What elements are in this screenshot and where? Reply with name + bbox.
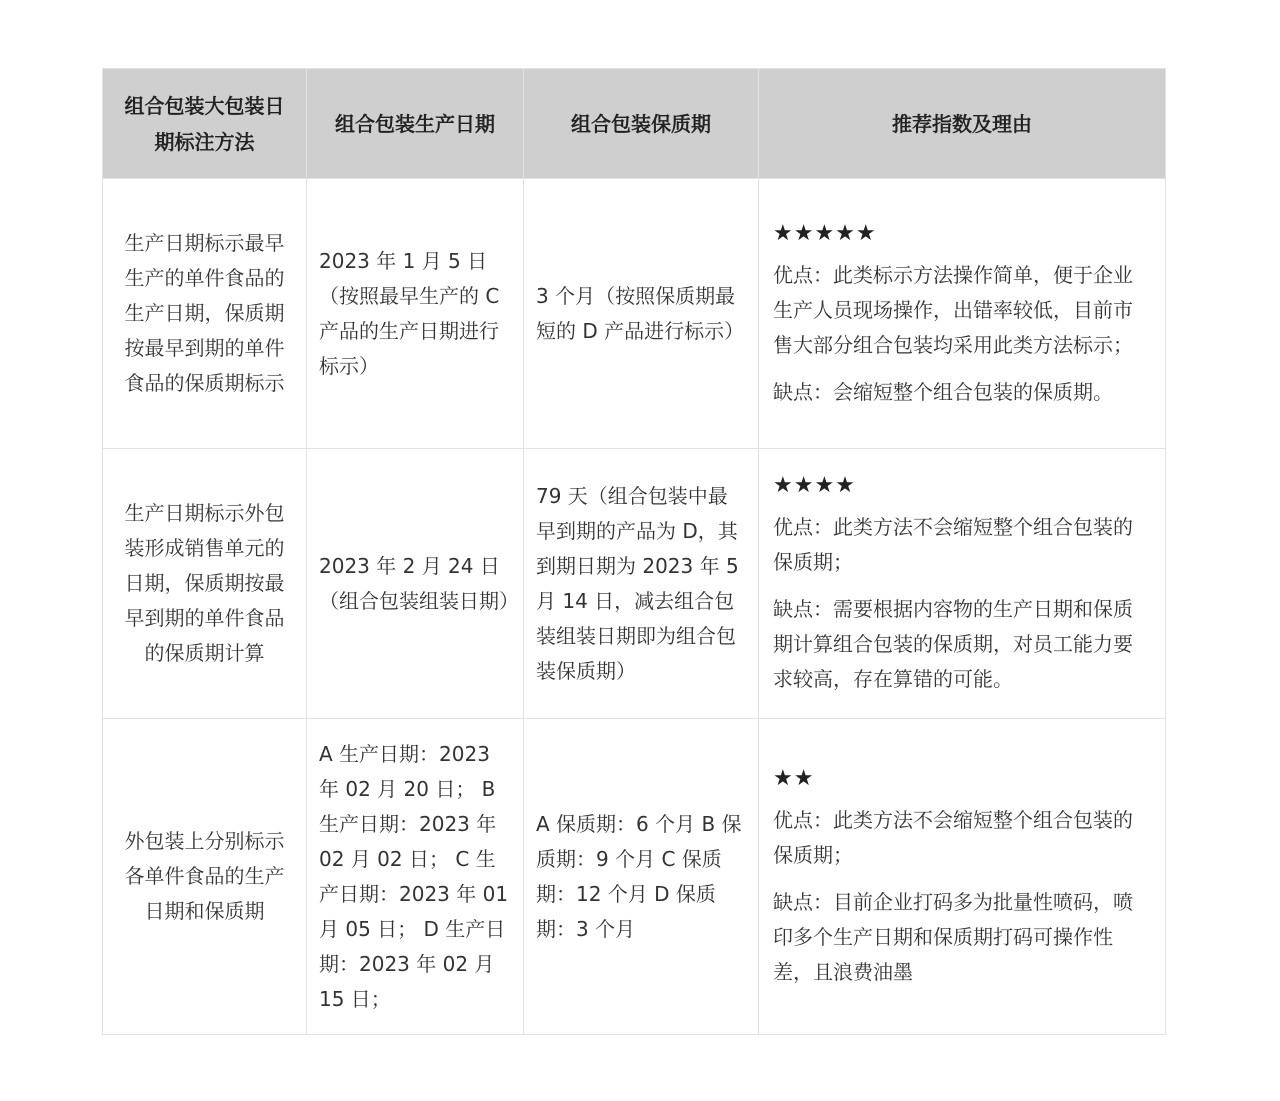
method-cell [103, 179, 307, 449]
rating-reason-cell [759, 179, 1166, 449]
production-date-cell [307, 179, 524, 449]
rating-reason-cell [759, 719, 1166, 1035]
header-production-date: 组合包装生产日期 [307, 69, 524, 179]
cons-text: 缺点：会缩短整个组合包装的保质期。 [773, 379, 1113, 404]
header-method: 组合包装大包装日期标注方法 [103, 69, 307, 179]
shelf-life-cell [524, 719, 759, 1035]
method-cell [103, 719, 307, 1035]
header-shelf-life: 组合包装保质期 [524, 69, 759, 179]
shelf-life-text: 79 天（组合包装中最早到期的产品为 D，其到期日期为 2023 年 5 月 14 日，减去组合包装组装日期即为组合包装保质期） [536, 483, 739, 683]
star-rating-icon: ★★ [773, 766, 815, 791]
method-text: 生产日期标示外包装形成销售单元的日期，保质期按最早到期的单件食品的保质期计算 [124, 501, 285, 665]
shelf-life-text: 3 个月（按照保质期最短的 D 产品进行标示） [536, 283, 745, 343]
production-date-text: 2023 年 2 月 24 日 （组合包装组装日期） [319, 553, 519, 613]
method-text: 外包装上分别标示各单件食品的生产日期和保质期 [124, 829, 285, 923]
pros-text: 优点：此类方法不会缩短整个组合包装的保质期； [773, 808, 1133, 867]
star-rating-icon: ★★★★★ [773, 220, 877, 246]
table-row [103, 719, 1166, 1035]
table-header-row [103, 69, 1166, 179]
shelf-life-cell [524, 179, 759, 449]
comparison-table-container [102, 68, 1165, 1035]
method-cell [103, 449, 307, 719]
star-rating-icon: ★★★★ [773, 473, 856, 498]
production-date-text: A 生产日期：2023 年 02 月 20 日； B 生产日期：2023 年 02 月 02 日； C 生产日期：2023 年 01 月 05 日； D 生产日期：2023 年 02 月 15 日； [319, 741, 509, 1011]
shelf-life-cell [524, 449, 759, 719]
production-date-cell [307, 449, 524, 719]
pros-text: 优点：此类标示方法操作简单，便于企业生产人员现场操作，出错率较低，目前市售大部分组合包装均采用此类方法标示； [773, 262, 1133, 357]
production-date-text: 2023 年 1 月 5 日 （按照最早生产的 C 产品的生产日期进行标示） [319, 248, 500, 378]
cons-text: 缺点：需要根据内容物的生产日期和保质期计算组合包装的保质期，对员工能力要求较高，存在算错的可能。 [773, 597, 1133, 691]
production-date-cell [307, 719, 524, 1035]
cons-text: 缺点：目前企业打码多为批量性喷码，喷印多个生产日期和保质期打码可操作性差，且浪费油墨 [773, 890, 1133, 984]
table-row [103, 179, 1166, 449]
table-row [103, 449, 1166, 719]
pros-text: 优点：此类方法不会缩短整个组合包装的保质期； [773, 515, 1133, 574]
shelf-life-text: A 保质期：6 个月 B 保质期：9 个月 C 保质期：12 个月 D 保质期：3 个月 [536, 811, 742, 941]
header-rating-reason: 推荐指数及理由 [759, 69, 1166, 179]
comparison-table [102, 68, 1166, 1035]
rating-reason-cell [759, 449, 1166, 719]
method-text: 生产日期标示最早生产的单件食品的生产日期，保质期按最早到期的单件食品的保质期标示 [124, 231, 285, 395]
